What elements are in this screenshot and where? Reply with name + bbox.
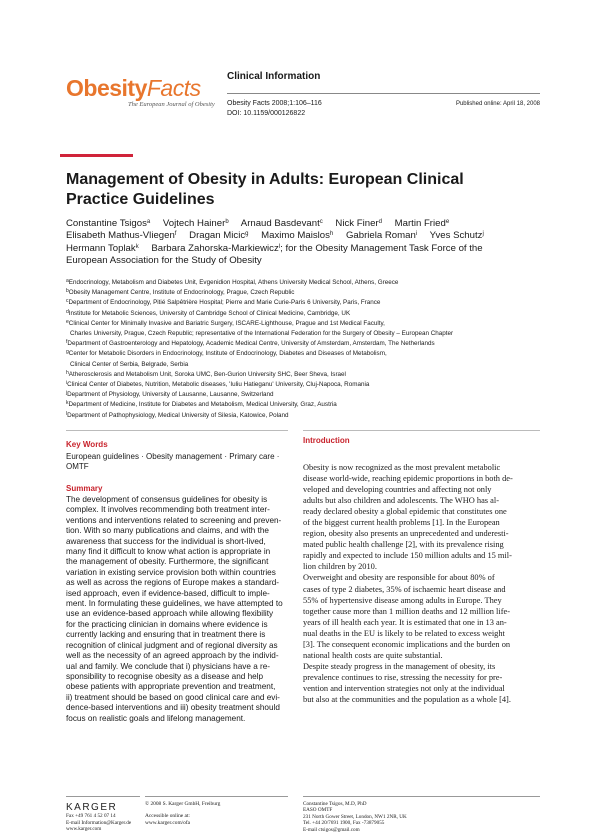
keywords-line: OMTF <box>66 462 89 471</box>
affiliation: $^l$Department of Pathophysiology, Medical University of Silesia, Katowice, Poland <box>66 410 289 419</box>
affiliation: $^g$Center for Metabolic Disorders in Endocrinology, Institute of Endocrinology, Diabetes and Diseases of Metabolism, <box>66 349 387 358</box>
affiliation: Clinical Center of Serbia, Belgrade, Serbia <box>70 360 189 368</box>
author: Hermann Toplak$^k$ <box>66 242 139 254</box>
task-force-text: ; for the Obesity Management Task Force of the <box>280 242 483 254</box>
online-access-link[interactable]: www.karger.com/ofa <box>145 819 191 826</box>
section-label: Clinical Information <box>227 71 321 82</box>
affiliation: $^b$Obesity Management Centre, Institute of Endocrinology, Prague, Czech Republic <box>66 288 295 297</box>
online-access <box>145 813 190 826</box>
publisher-fax: Fax +49 761 4 52 07 14 <box>66 813 116 819</box>
publisher-website[interactable]: www.karger.com <box>66 826 102 833</box>
publisher-logo: KARGER <box>66 802 118 813</box>
article-title <box>66 170 486 209</box>
intro-line: together cause more than 1 million deaths and 12 million life- <box>303 606 510 616</box>
summary-line: complex. It involves recommending both treatment inter- <box>66 505 270 515</box>
citation: Obesity Facts 2008;1:106–116 <box>227 100 322 107</box>
intro-line: 55% of hypertensive disease among adults in Europe. They <box>303 595 502 605</box>
corr-line: Tel. +44 20/7691 1900, Fax -73879055 <box>303 820 385 827</box>
footer-divider <box>303 796 540 797</box>
summary-line: many find it difficult to know what action is appropriate in <box>66 547 271 557</box>
affiliation: $^a$Endocrinology, Metabolism and Diabetes Unit, Evgenidion Hospital, Athens University Medical School, Athens, Greece <box>66 278 399 286</box>
affiliation: $^j$Department of Physiology, University of Lausanne, Lausanne, Switzerland <box>66 390 274 399</box>
author: Elisabeth Mathus-Vliegen$^f$ <box>66 230 177 242</box>
affiliation: $^i$Clinical Center of Diabetes, Nutrition, Metabolic diseases, 'Iuliu Hatieganu' University, Cluj-Napoca, Romania <box>66 380 370 389</box>
intro-line: region, obesity also presents an unprecedented and underesti- <box>303 529 509 539</box>
summary-line: dence-based interventions and iii) obesity treatment should <box>66 703 280 713</box>
author: Dragan Micic$^g$ <box>189 230 249 242</box>
affiliations <box>66 278 546 421</box>
summary-line: well as the necessity of an agreed approach by the individ- <box>66 651 279 661</box>
publisher-contact <box>66 813 131 833</box>
keywords-heading: Key Words <box>66 440 108 449</box>
keywords-line: European guidelines · Obesity management · Primary care · <box>66 452 280 461</box>
intro-line: cases of type 2 diabetes, 35% of ischaemic heart disease and <box>303 584 506 594</box>
article-header <box>227 71 540 119</box>
intro-line: Despite steady progress in the management of obesity, its <box>303 661 496 671</box>
corr-line: Constantine Tsigos, M.D, PhD <box>303 801 367 807</box>
logo-tagline: The European Journal of Obesity <box>128 101 215 108</box>
intro-line: rapidly and expected to include 150 million adults and 15 mil- <box>303 551 512 561</box>
publisher-email[interactable]: E-mail Information@Karger.de <box>66 819 132 826</box>
intro-line: lion children by 2010. <box>303 562 377 572</box>
corr-line: 231 North Gower Street, London, NW1 2NR, UK <box>303 813 407 820</box>
summary-line: awareness that success for the individual is short-lived, <box>66 536 266 546</box>
summary-line: ment. In formulating these guidelines, we have attempted to <box>66 599 283 609</box>
summary-line: ventions and interventions related to screening and preven- <box>66 515 282 525</box>
affiliation: $^k$Department of Medicine, Institute for Diabetes and Metabolism, Medical University, Graz, Austria <box>66 400 337 409</box>
affiliation: $^e$Clinical Center for Minimally Invasive and Bariatric Surgery, ISCARE-Lighthouse, Prague and 1st Medical Faculty, <box>66 318 385 327</box>
intro-line: disease world-wide, reaching epidemic proportions in both de- <box>303 474 513 484</box>
summary-line: recognition of clinical judgment and of regional diversity as <box>66 640 278 650</box>
author-line <box>66 243 546 255</box>
author: Nick Finer$^d$ <box>335 218 382 229</box>
correspondence <box>303 801 407 833</box>
affiliation: $^c$Department of Endocrinology, Pitié Salpêtrière Hospital; Pierre and Marie Curie-Paris 6 University, Paris, France <box>66 298 381 307</box>
copyright: © 2008 S. Karger GmbH, Freiburg <box>145 801 221 807</box>
intro-line: of the biggest current health problems [1]. In the European <box>303 518 500 528</box>
intro-line: national health costs are quite substantial. <box>303 650 443 660</box>
header-divider <box>227 93 540 94</box>
summary-line: ual and family. We conclude that i) physicians have a re- <box>66 661 271 671</box>
accent-bar <box>60 154 133 157</box>
column-divider <box>66 430 288 431</box>
author: Constantine Tsigos$^a$ <box>66 218 151 229</box>
title-line: Practice Guidelines <box>66 190 215 208</box>
author: Yves Schutz$^j$ <box>429 230 484 242</box>
intro-line: [3]. The consequent economic implications and the burden on <box>303 639 511 649</box>
intro-line: prevalence continues to rise, stressing the necessity for pre- <box>303 672 503 682</box>
summary-line: ised approach, even if evidence-based, difficult to imple- <box>66 588 270 598</box>
author: Gabriela Roman$^i$ <box>345 230 418 242</box>
affiliation: Charles University, Prague, Czech Republic; representative of the International Federation for the Surgery of Obesity – European Chapter <box>70 330 454 338</box>
summary-line: as well as across the regions of Europe makes a standard- <box>66 578 279 588</box>
title-line: Management of Obesity in Adults: European Clinical <box>66 171 464 188</box>
summary-line: ii) treatment should be based on good clinical care and evi- <box>66 692 280 702</box>
citation-row <box>227 99 540 109</box>
online-access-label: Accessible online at: <box>145 813 190 819</box>
affiliation: $^f$Department of Gastroenterology and Hepatology, Academic Medical Centre, University of Amsterdam, Amsterdam, The Netherlands <box>66 339 435 348</box>
column-divider <box>303 430 540 431</box>
summary-line: The development of consensus guidelines for obesity is <box>66 495 268 504</box>
keywords-text <box>66 452 291 472</box>
summary-line: for the practicing clinician in domains where evidence is <box>66 619 268 629</box>
summary-heading: Summary <box>66 484 103 493</box>
author: Arnaud Basdevant$^c$ <box>240 218 323 229</box>
author-line <box>66 218 546 230</box>
author: Maximo Maislos$^h$ <box>261 230 334 242</box>
author-line: European Association for the Study of Obesity <box>66 255 262 267</box>
summary-text <box>66 495 288 724</box>
journal-logo[interactable] <box>66 76 216 116</box>
intro-line: mated public health challenge [2], with its prevalence rising <box>303 540 504 550</box>
intro-line: veloped and developing countries and affecting not only <box>303 485 492 495</box>
author: Martin Fried$^e$ <box>394 218 450 229</box>
author-list <box>66 218 546 268</box>
intro-line: Overweight and obesity are responsible for about 80% of <box>303 573 495 583</box>
corr-email[interactable]: E-mail ctsigos@gmail.com <box>303 826 360 833</box>
author: Barbara Zahorska-Markiewicz$^l$ <box>151 242 281 254</box>
summary-line: sponsibility to recognise obesity as a disease and help <box>66 671 264 681</box>
affiliation: $^d$Institute for Metabolic Sciences, University of Cambridge School of Clinical Medicine, Cambridge, UK <box>66 308 351 317</box>
introduction-text <box>303 462 540 705</box>
logo-wordmark: ObesityFacts <box>66 75 201 101</box>
footer-divider <box>145 796 288 797</box>
doi-link[interactable]: DOI: 10.1159/000126822 <box>227 110 306 117</box>
intro-line: vention and intervention strategies not only at the individual <box>303 683 505 693</box>
published-online: Published online: April 18, 2008 <box>455 101 540 107</box>
summary-line: tion. With so many publications and claims, and with the <box>66 526 269 536</box>
summary-line: use an evidence-based approach while allowing flexibility <box>66 609 274 619</box>
intro-line: years of ill health each year. It is estimated that one in 13 an- <box>303 617 507 627</box>
summary-line: obese patients with appropriate prevention and treatment, <box>66 682 276 692</box>
author-line <box>66 230 546 242</box>
summary-line: currently lacking and ensuring that in treatment there is <box>66 630 266 640</box>
summary-line: focus on realistic goals and lifelong management. <box>66 713 246 723</box>
author: Vojtech Hainer$^b$ <box>162 218 229 229</box>
corr-line: EASO OMTF <box>303 807 333 814</box>
intro-line: but also at the communities and the population as a whole [4]. <box>303 694 511 704</box>
introduction-heading: Introduction <box>303 436 350 445</box>
intro-line: nual deaths in the EU is likely to be related to excess weight <box>303 628 505 638</box>
footer-divider <box>66 796 140 797</box>
intro-line: Obesity is now recognized as the most prevalent metabolic <box>303 463 501 472</box>
intro-line: ready declared obesity a global epidemic that constitutes one <box>303 507 507 517</box>
affiliation: $^h$Atherosclerosis and Metabolism Unit, Soroka UMC, Ben-Gurion University SHC, Beer Sheva, Israel <box>66 369 346 378</box>
intro-line: adults but also children and adolescents. The WHO has al- <box>303 496 499 506</box>
summary-line: variation in existing service provision both within countries <box>66 567 276 577</box>
summary-line: the management of obesity. Furthermore, the significant <box>66 557 269 567</box>
